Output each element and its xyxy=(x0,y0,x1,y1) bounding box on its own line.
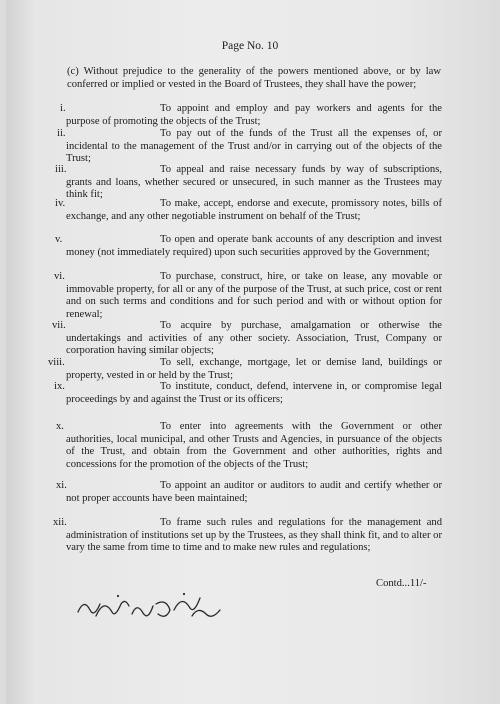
clause-number-xi: xi. xyxy=(56,480,67,491)
continued-note: Contd...11/- xyxy=(376,578,427,589)
clause-text: To appoint and employ and pay workers and agents for the purpose of promoting the objects of the Trust; xyxy=(66,103,442,127)
clause-text: To make, accept, endorse and execute, promissory notes, bills of exchange, and any other negotiable instrument on behalf of the Trust; xyxy=(66,198,442,222)
clause-text: To enter into agreements with the Government or other authorities, local municipal, and other Trusts and Agencies, in pursuance of the objects of the Trust, and obtain from the Government and other authorities, rights and concessions for the promotion of the objects of the Trust; xyxy=(66,421,442,470)
handwritten-signature xyxy=(74,586,224,624)
clause-i xyxy=(66,103,442,128)
clause-number-viii: viii. xyxy=(48,357,65,368)
clause-text: To appoint an auditor or auditors to audit and certify whether or not proper accounts have been maintained; xyxy=(66,480,442,504)
clause-iv xyxy=(66,198,442,223)
clause-ii xyxy=(66,128,442,166)
clause-xi xyxy=(66,480,442,505)
clause-number-vi: vi. xyxy=(54,271,65,282)
clause-number-ix: ix. xyxy=(54,381,65,392)
clause-number-v: v. xyxy=(55,234,63,245)
clause-number-ii: ii. xyxy=(57,128,66,139)
clause-number-x: x. xyxy=(56,421,64,432)
clause-number-xii: xii. xyxy=(53,517,67,528)
clause-text: To institute, conduct, defend, intervene in, or compromise legal proceedings by and against the Trust or its officers; xyxy=(66,381,442,405)
clause-ix xyxy=(66,381,442,406)
clause-number-iii: iii. xyxy=(55,164,67,175)
clause-viii xyxy=(66,357,442,382)
clause-vi xyxy=(66,271,442,321)
clause-xii xyxy=(66,517,442,555)
clause-text: To open and operate bank accounts of any description and invest money (not immediately required) upon such securities approved by the Government; xyxy=(66,234,442,258)
clause-x xyxy=(66,421,442,471)
clause-number-iv: iv. xyxy=(55,198,66,209)
clause-text: To appeal and raise necessary funds by way of subscriptions, grants and loans, whether secured or unsecured, in such manner as the Trustees may think fit; xyxy=(66,164,442,201)
clause-iii xyxy=(66,164,442,202)
clause-number-i: i. xyxy=(60,103,66,114)
clause-text: To acquire by purchase, amalgamation or otherwise the undertakings and activities of any other society. Association, Trust, Company or corporation having similar objects; xyxy=(66,320,442,357)
clause-text: To sell, exchange, mortgage, let or demise land, buildings or property, vested in or held by the Trust; xyxy=(66,357,442,381)
clause-text: To pay out of the funds of the Trust all the expenses of, or incidental to the management of the Trust and/or in carrying out of the objects of the Trust; xyxy=(66,128,442,165)
clause-vii xyxy=(66,320,442,358)
clause-text: To purchase, construct, hire, or take on lease, any movable or immovable property, for all or any of the purpose of the Trust, at such price, cost or rent and on such terms and conditions and for such period and with or without option for renewal; xyxy=(66,271,442,320)
intro-paragraph: (c) Without prejudice to the generality of the powers mentioned above, or by law conferred or implied or vested in the Board of Trustees, they shall have the power; xyxy=(67,66,441,90)
clause-text: To frame such rules and regulations for the management and administration of institutions set up by the Trustees, as they shall think fit, and to alter or vary the same from time to time and to make new rules and regulations; xyxy=(66,517,442,554)
clause-number-vii: vii. xyxy=(52,320,66,331)
clause-v xyxy=(66,234,442,259)
page-number: Page No. 10 xyxy=(221,40,279,52)
